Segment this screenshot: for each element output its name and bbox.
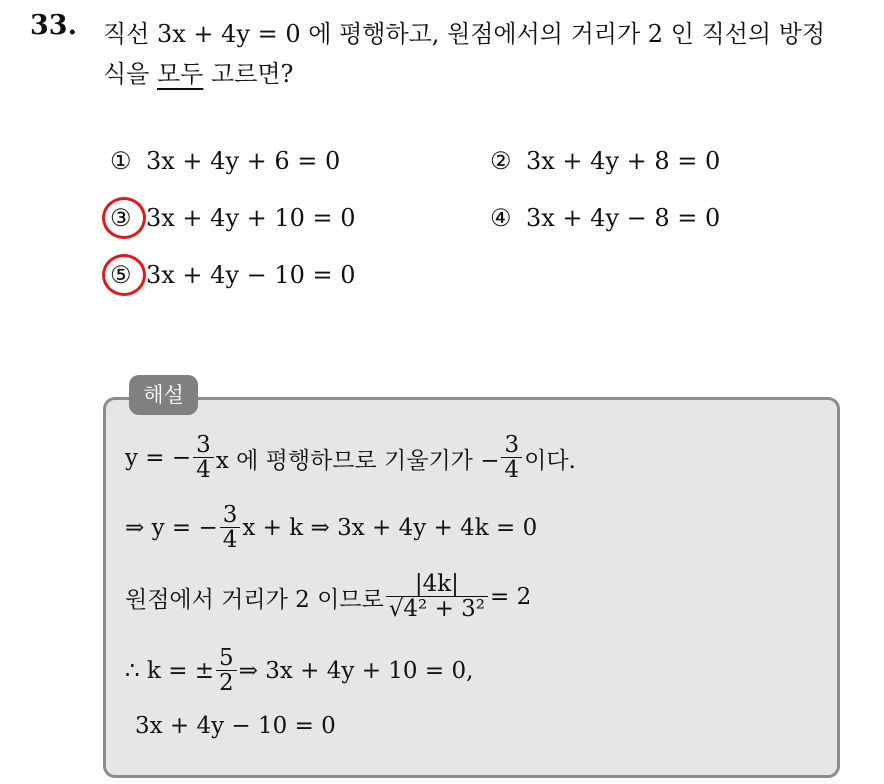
sol-l5: 3x + 4y − 10 = 0 [135, 713, 336, 739]
sol-l2-a: ⇒ y = − [125, 515, 218, 542]
question-number: 33. [30, 10, 77, 41]
fraction [220, 503, 241, 553]
sol-l2-b: x + k ⇒ 3x + 4y + 4k = 0 [242, 515, 538, 542]
fraction [501, 433, 522, 483]
solution-line-5 [135, 713, 336, 739]
solution-line-1 [125, 433, 576, 483]
choice-3-expression: 3x + 4y + 10 = 0 [146, 204, 356, 232]
red-circle-mark-choice-5 [102, 254, 146, 296]
fraction-numerator: 3 [222, 502, 238, 528]
choice-1[interactable] [110, 147, 340, 175]
red-circle-mark-choice-3 [102, 197, 146, 239]
choice-5-expression: 3x + 4y − 10 = 0 [146, 261, 356, 289]
fraction-denominator: 4 [501, 457, 522, 483]
choice-3[interactable] [110, 204, 356, 232]
question-emphasis-underlined: 모두 [157, 60, 204, 88]
sol-l1-a: y = − [125, 445, 192, 472]
fraction-denominator: √4² + 3² [386, 596, 488, 622]
sol-l3-a: 원점에서 거리가 2 이므로 [125, 586, 384, 613]
sol-l3-b: = 2 [490, 584, 532, 611]
fraction-denominator: 4 [220, 527, 241, 553]
choice-4[interactable] [490, 204, 720, 232]
choice-3-mark: ③ [110, 204, 132, 232]
choice-5[interactable] [110, 261, 356, 289]
fraction [216, 646, 237, 696]
fraction [193, 433, 214, 483]
solution-line-4 [125, 646, 473, 696]
fraction-numerator: 3 [196, 432, 211, 458]
sol-l4-b: ⇒ 3x + 4y + 10 = 0, [238, 658, 474, 685]
fraction-denominator: 2 [216, 670, 237, 696]
sol-l1-b: x 에 평행하므로 기울기가 − [215, 447, 500, 474]
question-text-start: 식을 [103, 60, 157, 88]
question-text-end: 고르면? [203, 60, 294, 88]
fraction-numerator: |4k| [414, 571, 459, 597]
fraction [386, 572, 488, 622]
solution-line-3 [125, 572, 531, 622]
question-text-line2 [103, 54, 293, 89]
fraction-denominator: 4 [193, 457, 214, 483]
solution-tag: 해설 [129, 375, 198, 415]
choice-5-mark: ⑤ [110, 261, 132, 289]
choice-4-mark: ④ [490, 204, 512, 232]
question-text-line1: 직선 3x + 4y = 0 에 평행하고, 원점에서의 거리가 2 인 직선의 방정 [103, 20, 826, 48]
choice-2-expression: 3x + 4y + 8 = 0 [526, 147, 721, 175]
sol-l1-c: 이다. [524, 447, 576, 474]
choice-4-expression: 3x + 4y − 8 = 0 [526, 204, 721, 232]
choice-1-expression: 3x + 4y + 6 = 0 [146, 147, 341, 175]
choice-2-mark: ② [490, 147, 512, 175]
solution-line-2 [125, 503, 537, 553]
fraction-numerator: 3 [504, 432, 520, 458]
choice-1-mark: ① [110, 147, 132, 175]
choice-2[interactable] [490, 147, 720, 175]
sol-l4-a: ∴ k = ± [125, 658, 215, 685]
fraction-numerator: 5 [219, 645, 234, 671]
